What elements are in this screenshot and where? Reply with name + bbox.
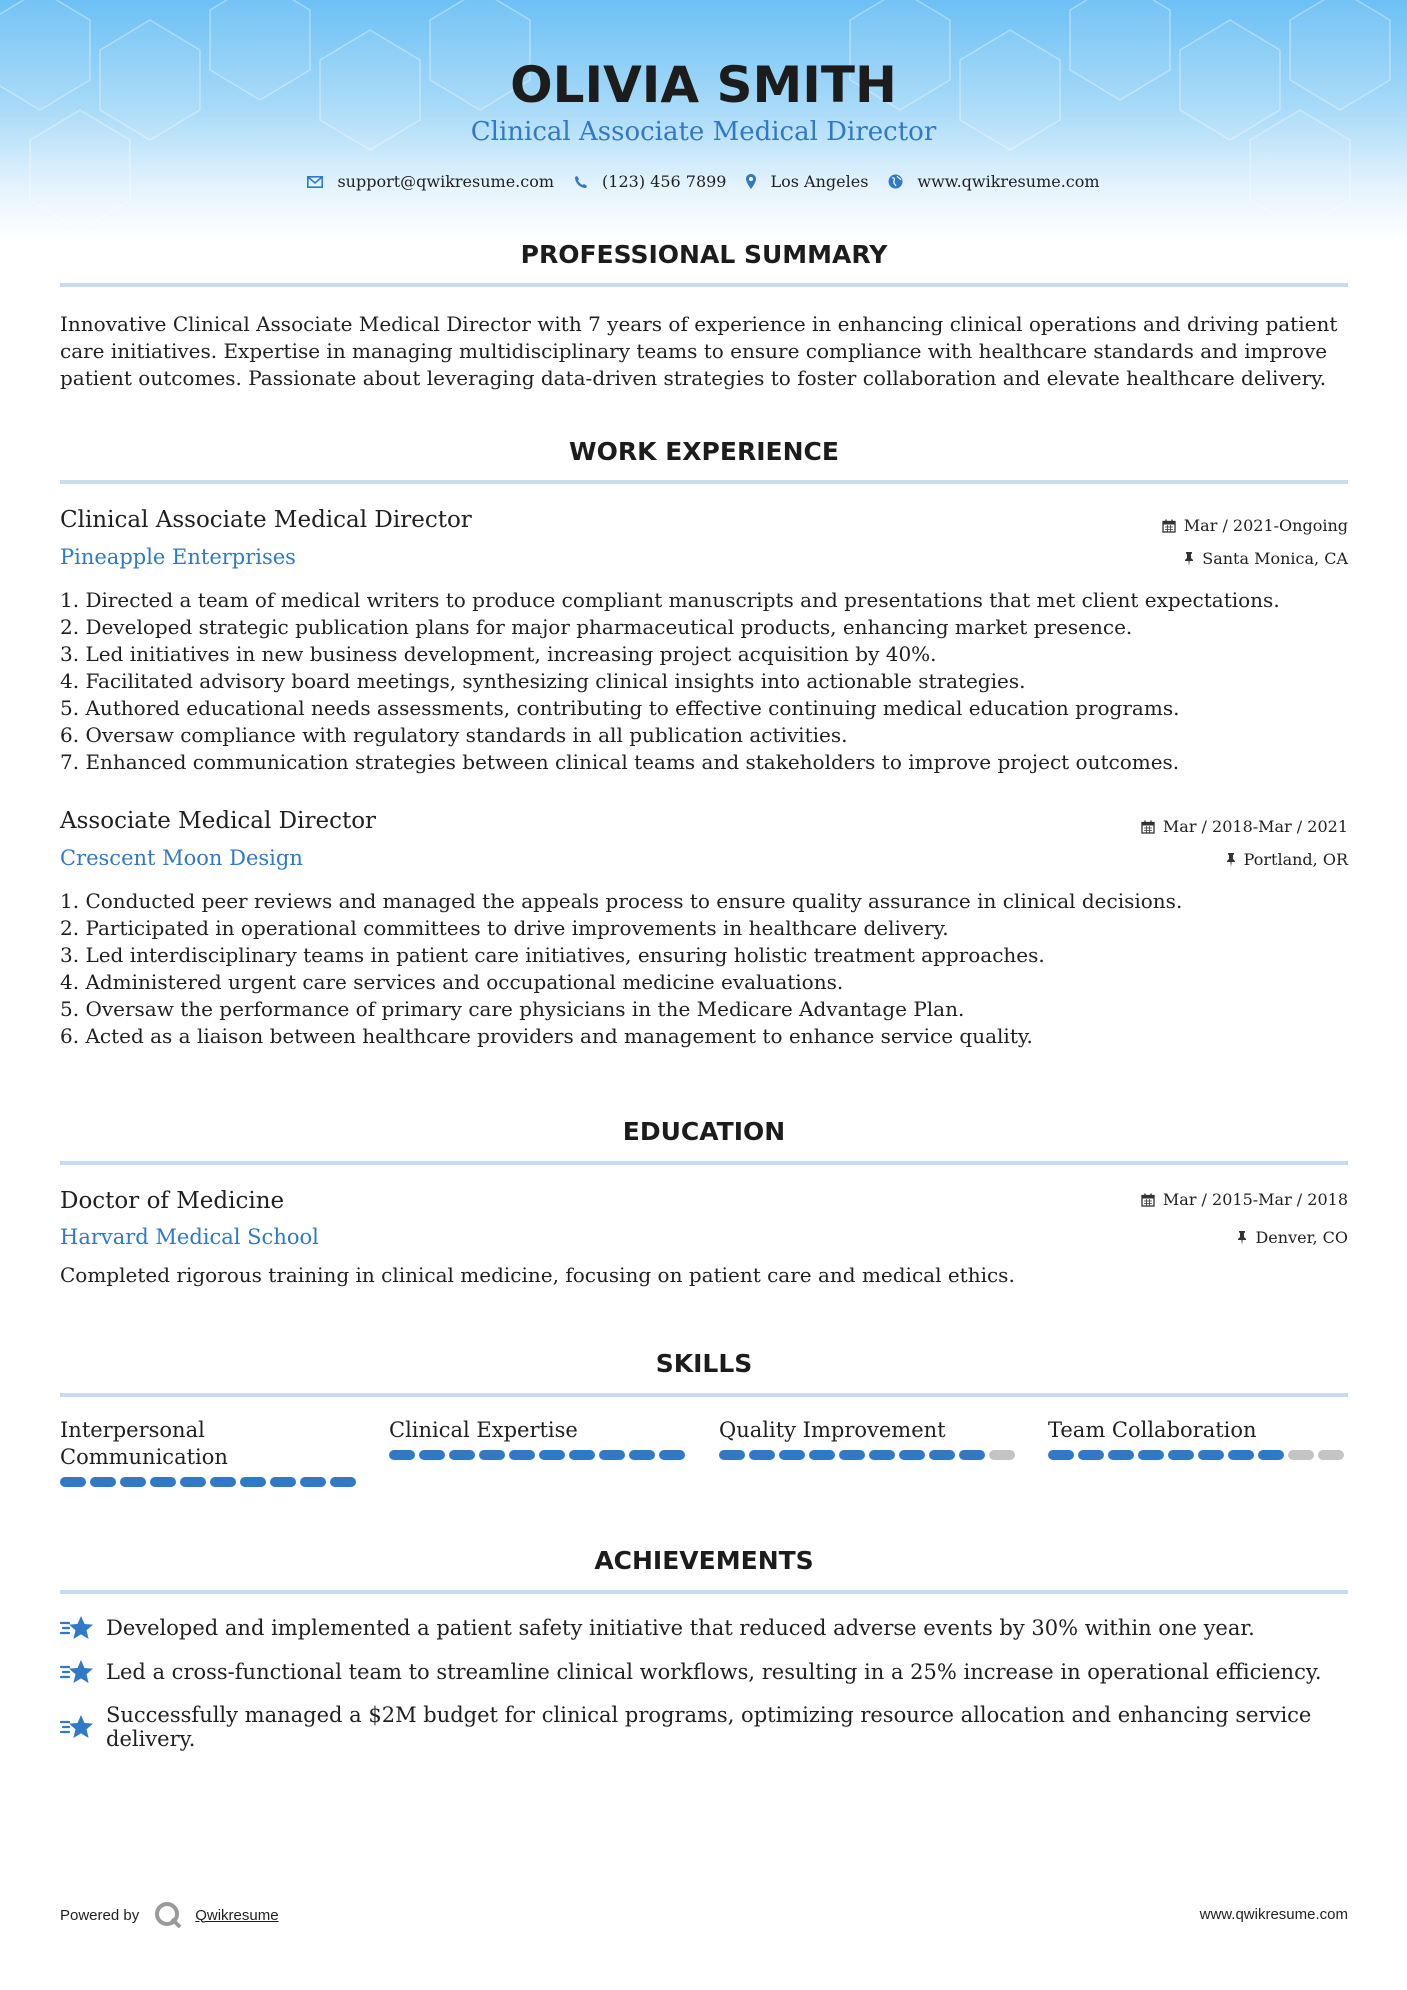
list-item: 1. Conducted peer reviews and managed the appeals process to ensure quality assurance in clinical decisions.	[60, 889, 1183, 913]
dates-text: Mar / 2018-Mar / 2021	[1162, 817, 1348, 836]
education-dates	[1141, 1190, 1348, 1209]
school-name: Harvard Medical School	[60, 1225, 319, 1249]
skill-segment-filled	[1048, 1450, 1074, 1460]
skill-level-bar	[60, 1477, 362, 1487]
skill-segment-filled	[1258, 1450, 1284, 1460]
achievement-item	[60, 1614, 1360, 1642]
skill-name: Clinical Expertise	[389, 1418, 578, 1442]
skill-segment-filled	[779, 1450, 805, 1460]
list-item: 3. Led interdisciplinary teams in patient care initiatives, ensuring holistic treatment approaches.	[60, 943, 1045, 967]
list-item: 4. Facilitated advisory board meetings, synthesizing clinical insights into actionable strategies.	[60, 669, 1026, 693]
company-name: Pineapple Enterprises	[60, 545, 296, 569]
pushpin-icon	[1237, 1231, 1247, 1245]
skill-segment-filled	[449, 1450, 475, 1460]
contact-phone[interactable]	[574, 172, 726, 191]
skill-level-bar	[389, 1450, 691, 1460]
list-item: 2. Participated in operational committees to drive improvements in healthcare delivery.	[60, 916, 949, 940]
skill-segment-filled	[210, 1477, 236, 1487]
degree-title: Doctor of Medicine	[60, 1188, 285, 1214]
summary-text	[60, 311, 1350, 392]
contact-location	[746, 172, 868, 191]
section-divider	[60, 283, 1348, 287]
pushpin-icon	[1226, 853, 1236, 867]
section-heading-summary: PROFESSIONAL SUMMARY	[520, 240, 888, 269]
section-divider	[60, 1590, 1348, 1594]
skill-segment-filled	[1198, 1450, 1224, 1460]
footer-website[interactable]: www.qwikresume.com	[1199, 1906, 1348, 1923]
skill-segment-filled	[959, 1450, 985, 1460]
list-item: 5. Oversaw the performance of primary care physicians in the Medicare Advantage Plan.	[60, 997, 965, 1021]
summary-line: care initiatives. Expertise in managing multidisciplinary teams to ensure compliance with healthcare standards and improve	[60, 339, 1328, 363]
job-title: Clinical Associate Medical Director	[60, 507, 472, 533]
location-text: Los Angeles	[770, 172, 869, 191]
contact-bar	[0, 172, 1407, 191]
education-location	[1237, 1228, 1348, 1247]
achievement-item	[60, 1703, 1360, 1751]
dates-text: Mar / 2015-Mar / 2018	[1162, 1190, 1348, 1209]
skill-segment-filled	[629, 1450, 655, 1460]
skill-segment-filled	[180, 1477, 206, 1487]
summary-line: Innovative Clinical Associate Medical Director with 7 years of experience in enhancing clinical operations and driving patient	[60, 312, 1338, 336]
list-item: 2. Developed strategic publication plans for major pharmaceutical products, enhancing market presence.	[60, 615, 1133, 639]
location-text: Portland, OR	[1243, 850, 1348, 869]
skill-segment-filled	[809, 1450, 835, 1460]
skill-segment-filled	[300, 1477, 326, 1487]
skill-segment-filled	[539, 1450, 565, 1460]
skill-level-bar	[1048, 1450, 1350, 1460]
list-item: 1. Directed a team of medical writers to produce compliant manuscripts and presentations that met client expectations.	[60, 588, 1280, 612]
star-badge-icon	[60, 1614, 94, 1642]
job-location	[1226, 850, 1348, 869]
skill-segment-filled	[479, 1450, 505, 1460]
education-description: Completed rigorous training in clinical medicine, focusing on patient care and medical ethics.	[60, 1263, 1015, 1287]
skill-segment-filled	[389, 1450, 415, 1460]
skill-name: Quality Improvement	[719, 1418, 946, 1442]
map-pin-icon	[746, 174, 756, 189]
skill-segment-filled	[719, 1450, 745, 1460]
list-item: 4. Administered urgent care services and occupational medicine evaluations.	[60, 970, 844, 994]
qwikresume-logo-icon	[153, 1900, 183, 1930]
globe-icon	[888, 174, 903, 189]
skill-item	[719, 1417, 1021, 1460]
job-bullets	[60, 587, 1350, 776]
list-item: 6. Acted as a liaison between healthcare providers and management to enhance service quality.	[60, 1024, 1033, 1048]
footer-powered-by	[60, 1900, 279, 1930]
email-text: support@qwikresume.com	[337, 172, 555, 191]
skill-segment-filled	[60, 1477, 86, 1487]
skill-segment-filled	[839, 1450, 865, 1460]
powered-by-label: Powered by	[60, 1906, 140, 1924]
skill-segment-filled	[1108, 1450, 1134, 1460]
job-bullets	[60, 888, 1350, 1050]
job-title: Associate Medical Director	[60, 808, 377, 834]
skill-segment-filled	[1168, 1450, 1194, 1460]
star-badge-icon	[60, 1658, 94, 1686]
skill-segment-empty	[1288, 1450, 1314, 1460]
skill-segment-filled	[509, 1450, 535, 1460]
section-heading-achievements: ACHIEVEMENTS	[594, 1546, 814, 1575]
skill-name: Team Collaboration	[1048, 1418, 1257, 1442]
section-divider	[60, 480, 1348, 484]
pushpin-icon	[1184, 552, 1194, 566]
list-item: 6. Oversaw compliance with regulatory standards in all publication activities.	[60, 723, 848, 747]
website-text: www.qwikresume.com	[917, 172, 1100, 191]
contact-email[interactable]	[307, 172, 554, 191]
skill-segment-filled	[1078, 1450, 1104, 1460]
candidate-name: OLIVIA SMITH	[510, 56, 897, 114]
candidate-title: Clinical Associate Medical Director	[470, 117, 937, 147]
section-heading-education: EDUCATION	[622, 1117, 786, 1146]
summary-line: patient outcomes. Passionate about leveraging data-driven strategies to foster collaboration and elevate healthcare delivery.	[60, 366, 1327, 390]
skill-segment-filled	[749, 1450, 775, 1460]
skill-level-bar	[719, 1450, 1021, 1460]
location-text: Santa Monica, CA	[1202, 549, 1348, 568]
skill-segment-filled	[659, 1450, 685, 1460]
envelope-icon	[307, 176, 323, 188]
skill-segment-filled	[120, 1477, 146, 1487]
brand-link[interactable]: Qwikresume	[195, 1906, 279, 1924]
achievement-text: Developed and implemented a patient safety initiative that reduced adverse events by 30% within one year.	[106, 1616, 1255, 1640]
skill-segment-filled	[330, 1477, 356, 1487]
dates-text: Mar / 2021-Ongoing	[1183, 516, 1348, 535]
skill-segment-filled	[569, 1450, 595, 1460]
calendar-icon	[1141, 1193, 1155, 1207]
calendar-icon	[1141, 820, 1155, 834]
section-divider	[60, 1393, 1348, 1397]
skill-segment-filled	[419, 1450, 445, 1460]
skill-segment-filled	[599, 1450, 625, 1460]
skill-segment-filled	[929, 1450, 955, 1460]
list-item: 7. Enhanced communication strategies between clinical teams and stakeholders to improve project outcomes.	[60, 750, 1180, 774]
phone-text: (123) 456 7899	[602, 172, 727, 191]
skill-segment-filled	[1228, 1450, 1254, 1460]
skill-name: Interpersonal Communication	[60, 1418, 228, 1469]
calendar-icon	[1162, 519, 1176, 533]
star-badge-icon	[60, 1713, 94, 1741]
skill-item	[389, 1417, 691, 1460]
skill-segment-empty	[1318, 1450, 1344, 1460]
contact-website[interactable]	[888, 172, 1099, 191]
achievement-text: Successfully managed a $2M budget for clinical programs, optimizing resource allocation and enhancing service delivery.	[106, 1703, 1312, 1751]
skill-segment-filled	[1138, 1450, 1164, 1460]
section-divider	[60, 1161, 1348, 1165]
job-dates	[1141, 817, 1348, 836]
section-heading-experience: WORK EXPERIENCE	[569, 437, 839, 466]
skill-segment-filled	[150, 1477, 176, 1487]
skill-segment-filled	[240, 1477, 266, 1487]
achievement-item	[60, 1658, 1360, 1686]
location-text: Denver, CO	[1255, 1228, 1348, 1247]
list-item: 3. Led initiatives in new business development, increasing project acquisition by 40%.	[60, 642, 937, 666]
job-location	[1184, 549, 1348, 568]
list-item: 5. Authored educational needs assessments, contributing to effective continuing medical education programs.	[60, 696, 1180, 720]
skill-segment-filled	[899, 1450, 925, 1460]
company-name: Crescent Moon Design	[60, 846, 303, 870]
achievement-text: Led a cross-functional team to streamline clinical workflows, resulting in a 25% increase in operational efficiency.	[106, 1660, 1322, 1684]
skill-segment-empty	[989, 1450, 1015, 1460]
skill-segment-filled	[270, 1477, 296, 1487]
skill-item	[60, 1417, 362, 1487]
skill-item	[1048, 1417, 1350, 1460]
phone-icon	[574, 175, 588, 189]
section-heading-skills: SKILLS	[655, 1349, 753, 1378]
skill-segment-filled	[869, 1450, 895, 1460]
job-dates	[1162, 516, 1348, 535]
skill-segment-filled	[90, 1477, 116, 1487]
